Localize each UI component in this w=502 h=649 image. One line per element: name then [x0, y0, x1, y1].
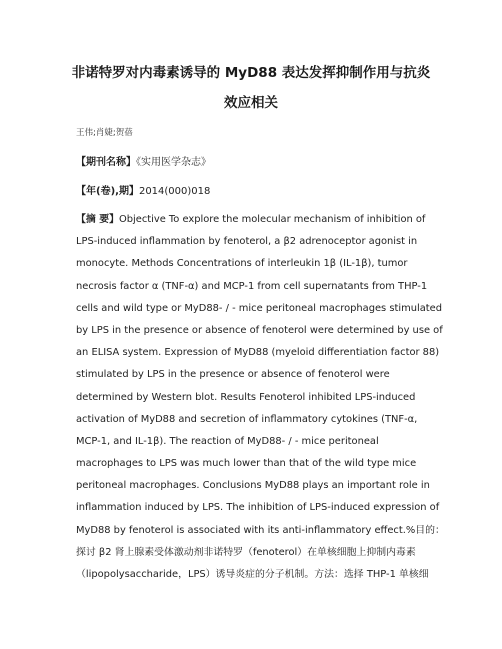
- abstract-line: macrophages to LPS was much lower than that of the wild type mice: [76, 458, 417, 470]
- abstract: [76, 209, 445, 586]
- abstract-line: stimulated by LPS in the presence or absence of fenoterol were: [76, 369, 390, 381]
- abstract-line: MyD88 by fenoterol is associated with its anti-inflammatory effect.%目的：: [76, 524, 445, 536]
- abstract-line: cells and wild type or MyD88- / - mice peritoneal macrophages stimulated: [76, 302, 442, 314]
- authors: 王伟;肖婕;贺蓓: [76, 128, 133, 138]
- abstract-line: monocyte. Methods Concentrations of interleukin 1β (IL-1β), tumor: [76, 258, 408, 270]
- journal-name-row: [76, 153, 211, 168]
- abstract-line: determined by Western blot. Results Fenoterol inhibited LPS-induced: [76, 391, 416, 403]
- abstract-label: 【摘 要】: [76, 214, 119, 225]
- abstract-line: inflammation induced by LPS. The inhibition of LPS-induced expression of: [76, 502, 440, 514]
- document-title: [50, 58, 452, 118]
- journal-name-label: 【期刊名称】: [76, 157, 136, 168]
- abstract-line: necrosis factor α (TNF-α) and MCP-1 from cell supernatants from THP-1: [76, 280, 428, 292]
- abstract-line: by LPS in the presence or absence of fenoterol were determined by use of: [76, 324, 443, 336]
- title-line-1: 非诺特罗对内毒素诱导的 MyD88 表达发挥抑制作用与抗炎: [71, 65, 431, 81]
- abstract-line: 探讨 β2 肾上腺素受体激动剂非诺特罗（fenoterol）在单核细胞上抑制内毒素: [76, 546, 416, 558]
- abstract-line: 【摘 要】Objective To explore the molecular mechanism of inhibition of: [76, 214, 426, 225]
- volume-issue-label: 【年(卷),期】: [76, 186, 139, 197]
- volume-issue-value: 2014(000)018: [138, 186, 211, 197]
- abstract-line: activation of MyD88 and secretion of inflammatory cytokines (TNF-α,: [76, 413, 418, 425]
- title-line-2: 效应相关: [224, 95, 278, 111]
- abstract-line: an ELISA system. Expression of MyD88 (myeloid differentiation factor 88): [76, 347, 440, 359]
- abstract-line: （lipopolysaccharide，LPS）诱导炎症的分子机制。方法：选择 THP-1 单核细: [76, 569, 429, 580]
- journal-name-value: 《实用医学杂志》: [136, 157, 211, 168]
- abstract-line: peritoneal macrophages. Conclusions MyD88 plays an important role in: [76, 480, 430, 492]
- abstract-line: MCP-1, and IL-1β). The reaction of MyD88- / - mice peritoneal: [76, 435, 379, 447]
- volume-issue-row: [76, 182, 210, 197]
- abstract-line: LPS-induced inflammation by fenoterol, a β2 adrenoceptor agonist in: [76, 236, 418, 248]
